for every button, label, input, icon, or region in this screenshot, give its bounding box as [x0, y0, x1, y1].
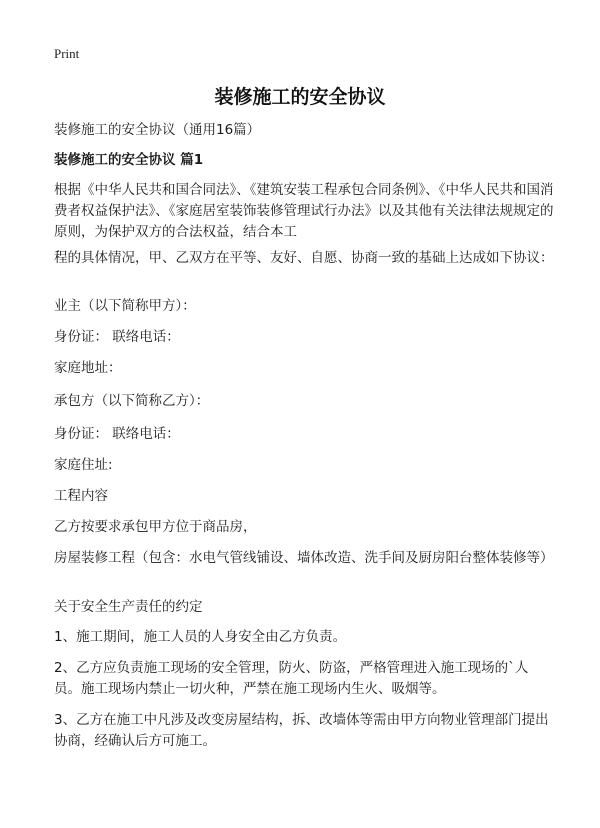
- party-a-address: 家庭地址：: [54, 360, 122, 376]
- document-title: 装修施工的安全协议: [214, 86, 386, 108]
- party-b-label: 承包方（以下简称乙方）：: [54, 393, 210, 409]
- party-b-address: 家庭住址:: [54, 457, 113, 473]
- work-content-location: 乙方按要求承包甲方位于商品房，: [54, 519, 257, 535]
- party-b-id-phone: 身份证： 联络电话：: [54, 426, 180, 442]
- paragraph-intro: 根据《中华人民共和国合同法》、《建筑安装工程承包合同条例》、《中华人民共和国消费者权益保护法》、《家庭居室装饰装修管理试行办法》以及其他有关法律法规规定的原则，为保护双方的合法权益，结合本工: [54, 182, 554, 240]
- work-content-scope: 房屋装修工程（包含：水电气管线铺设、墙体改造、洗手间及厨房阳台整体装修等）: [54, 550, 554, 566]
- party-a-label: 业主（以下简称甲方）：: [54, 298, 196, 314]
- clause-2: 2、乙方应负责施工现场的安全管理，防火、防盗，严格管理进入施工现场的`人员。施工现场内禁止一切火种，严禁在施工现场内生火、吸烟等。: [54, 660, 529, 697]
- section-heading: 装修施工的安全协议 篇1: [54, 152, 204, 168]
- clause-3: 3、乙方在施工中凡涉及改变房屋结构，拆、改墙体等需由甲方向物业管理部门提出协商，经确认后方可施工。: [54, 712, 549, 749]
- work-content-heading: 工程内容: [54, 488, 108, 504]
- party-a-id-phone: 身份证： 联络电话：: [54, 329, 180, 345]
- clause-1: 1、施工期间，施工人员的人身安全由乙方负责。: [54, 629, 347, 645]
- document-subtitle: 装修施工的安全协议（通用16篇）: [54, 122, 261, 138]
- paragraph-intro-continued: 程的具体情况，甲、乙双方在平等、友好、自愿、协商一致的基础上达成如下协议：: [54, 250, 554, 266]
- print-label: Print: [54, 46, 80, 61]
- safety-responsibility-heading: 关于安全生产责任的约定: [54, 599, 203, 615]
